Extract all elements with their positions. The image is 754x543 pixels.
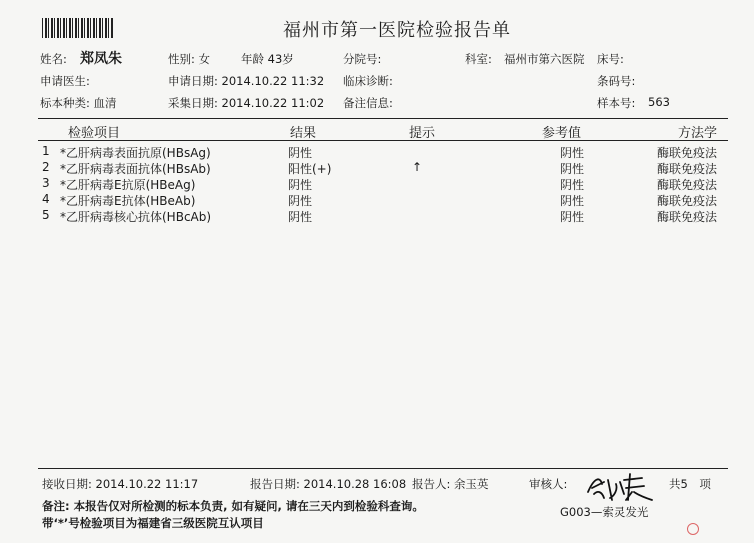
row-item: *乙肝病毒表面抗体(HBsAb) xyxy=(60,162,211,176)
report-title: 福州市第一医院检验报告单 xyxy=(283,20,511,41)
patient-name: 郑凤朱 xyxy=(80,51,122,67)
name-label: 姓名: xyxy=(40,52,67,66)
diagnosis-field: 临床诊断: xyxy=(343,74,393,88)
row-result: 阴性 xyxy=(288,194,313,208)
sex-field: 性别: 女 xyxy=(168,52,211,66)
request-date: 申请日期: 2014.10.22 11:32 xyxy=(168,74,325,88)
row-reference: 阴性 xyxy=(560,178,585,192)
age-field: 年龄 43岁 xyxy=(241,52,294,66)
row-method: 酶联免疫法 xyxy=(657,210,718,224)
row-reference: 阴性 xyxy=(560,210,585,224)
row-reference: 阴性 xyxy=(560,146,585,160)
col-header-flag: 提示 xyxy=(409,126,436,141)
row-number: 2 xyxy=(42,160,50,174)
reviewer-signature xyxy=(584,470,656,502)
table-top-rule xyxy=(38,118,728,119)
received-date: 接收日期: 2014.10.22 11:17 xyxy=(42,477,199,491)
row-reference: 阴性 xyxy=(560,194,585,208)
ward-field: 分院号: xyxy=(343,52,382,66)
reviewer-label: 审核人: xyxy=(529,477,568,491)
row-item: *乙肝病毒核心抗体(HBcAb) xyxy=(60,210,212,224)
dept-value: 福州市第六医院 xyxy=(504,52,585,66)
row-item: *乙肝病毒表面抗原(HBsAg) xyxy=(60,146,211,160)
row-flag: ↑ xyxy=(412,160,423,174)
table-row xyxy=(38,160,728,176)
col-header-method: 方法学 xyxy=(678,126,718,141)
row-result: 阴性 xyxy=(288,210,313,224)
sample-number: 563 xyxy=(648,95,670,109)
row-item: *乙肝病毒E抗体(HBeAb) xyxy=(60,194,196,208)
barcode-number: 条码号: xyxy=(597,74,636,88)
row-number: 1 xyxy=(42,144,50,158)
row-method: 酶联免疫法 xyxy=(657,178,718,192)
table-row xyxy=(38,208,728,224)
dept-label: 科室: xyxy=(465,52,492,66)
footer-rule xyxy=(38,468,728,469)
row-number: 3 xyxy=(42,176,50,190)
bed-field: 床号: xyxy=(597,52,624,66)
row-result: 阴性 xyxy=(288,146,313,160)
col-header-result: 结果 xyxy=(290,126,317,141)
col-header-reference: 参考值 xyxy=(542,126,582,141)
reporter: 报告人: 余玉英 xyxy=(412,477,489,491)
collect-date: 采集日期: 2014.10.22 11:02 xyxy=(168,96,325,110)
instrument-code: G003—索灵发光 xyxy=(560,505,649,519)
row-result: 阳性(+) xyxy=(288,162,332,176)
col-header-item: 检验项目 xyxy=(68,126,121,141)
table-header-rule xyxy=(38,140,728,141)
barcode xyxy=(42,18,114,38)
sample-label: 样本号: xyxy=(597,96,636,110)
specimen-type: 标本种类: 血清 xyxy=(40,96,117,110)
row-method: 酶联免疫法 xyxy=(657,162,718,176)
row-number: 4 xyxy=(42,192,50,206)
row-item: *乙肝病毒E抗原(HBeAg) xyxy=(60,178,196,192)
row-method: 酶联免疫法 xyxy=(657,146,718,160)
disclaimer-note: 备注: 本报告仅对所检测的标本负责, 如有疑问, 请在三天内到检验科查询。 xyxy=(42,499,424,513)
report-date: 报告日期: 2014.10.28 16:08 xyxy=(250,477,407,491)
table-row xyxy=(38,192,728,208)
table-row xyxy=(38,176,728,192)
table-row xyxy=(38,144,728,160)
row-reference: 阴性 xyxy=(560,162,585,176)
row-number: 5 xyxy=(42,208,50,222)
doctor-field: 申请医生: xyxy=(40,74,90,88)
remarks-field: 备注信息: xyxy=(343,96,393,110)
row-method: 酶联免疫法 xyxy=(657,194,718,208)
mutual-recognition-note: 带‘*’号检验项目为福建省三级医院互认项目 xyxy=(42,516,264,530)
row-result: 阴性 xyxy=(288,178,313,192)
total-items: 共5 项 xyxy=(669,477,711,491)
watermark-logo xyxy=(687,523,699,535)
